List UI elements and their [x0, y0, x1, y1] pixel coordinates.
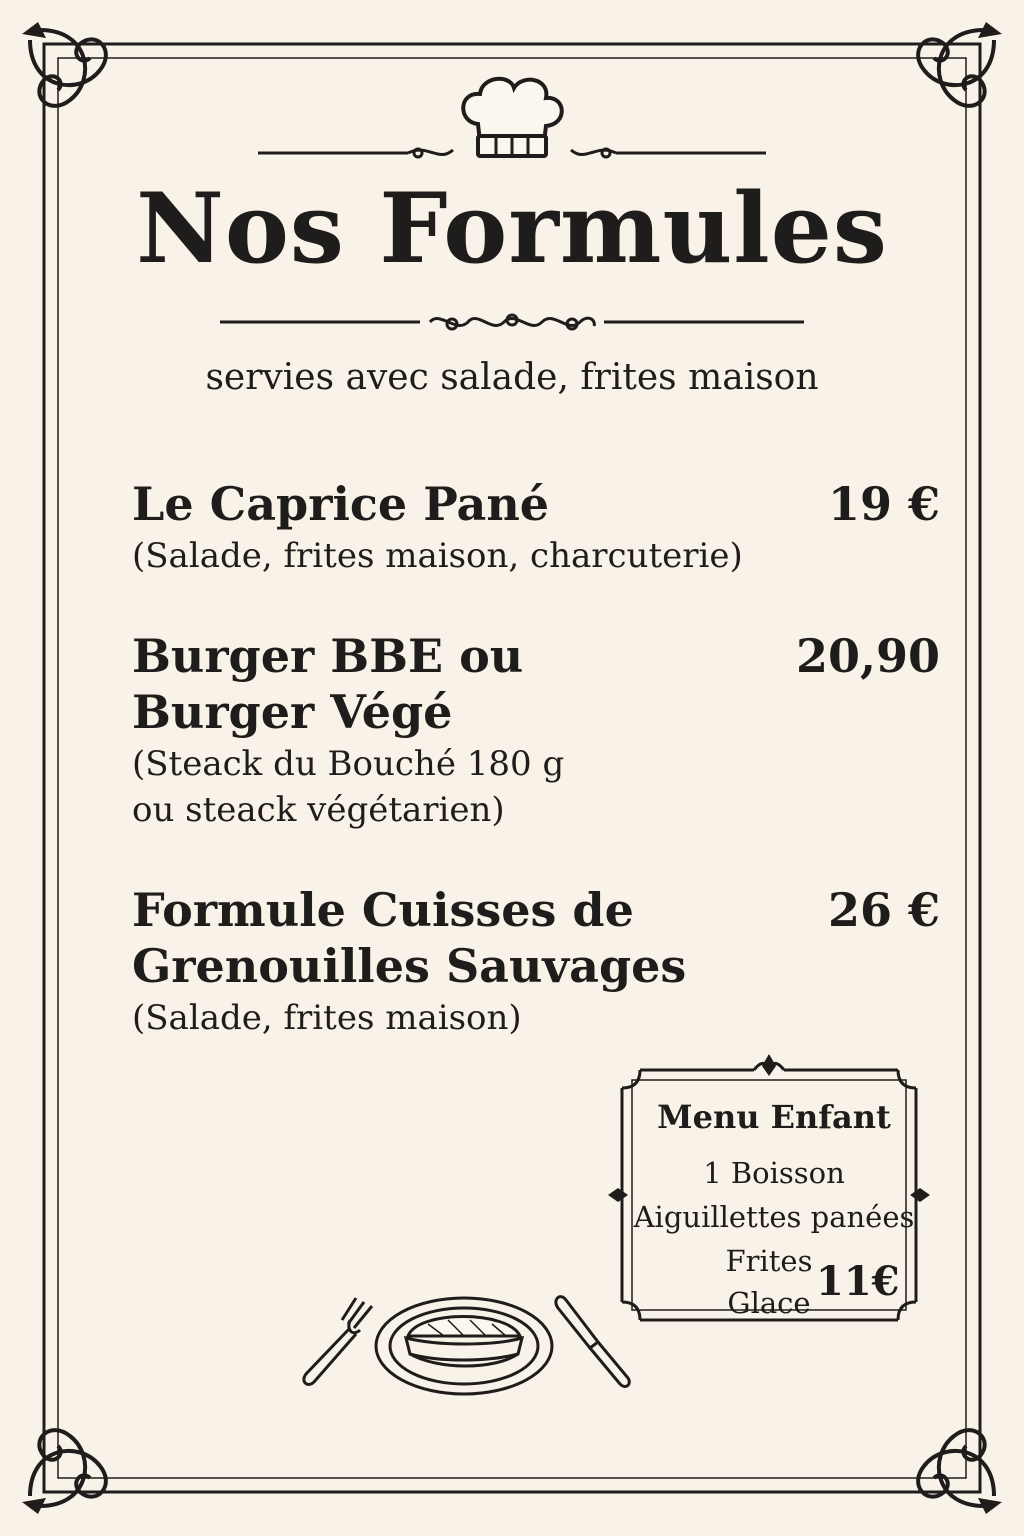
kids-menu-price: 11€ — [816, 1258, 900, 1305]
menu-item — [132, 882, 940, 1042]
menu-item — [132, 628, 940, 834]
plate-with-cutlery — [298, 1290, 632, 1402]
item-name: Le Caprice Pané — [132, 477, 550, 531]
item-name: Formule Cuisses de Grenouilles Sauvages — [132, 883, 687, 994]
hat-divider — [258, 138, 766, 168]
knife-icon — [556, 1297, 629, 1387]
kids-menu-item: Glace — [727, 1286, 811, 1320]
kids-menu-item: Frites — [725, 1244, 813, 1278]
kids-menu-title: Menu Enfant — [657, 1098, 891, 1136]
kids-menu-box — [604, 1052, 934, 1338]
ornamental-divider-icon — [220, 306, 804, 346]
menu-item — [132, 476, 940, 580]
fork-icon — [304, 1298, 372, 1384]
page-title: Nos Formules — [136, 172, 888, 285]
item-price: 20,90 — [795, 629, 940, 683]
kids-menu-item: Aiguillettes panées — [633, 1200, 915, 1234]
item-description: (Salade, frites maison, charcuterie) — [132, 536, 743, 577]
item-name: Burger BBE ou Burger Végé — [132, 629, 524, 740]
plate-sandwich-icon — [376, 1298, 552, 1394]
subtitle: servies avec salade, frites maison — [205, 357, 819, 398]
item-price: 26 € — [827, 883, 940, 937]
kids-menu-item: 1 Boisson — [703, 1156, 845, 1190]
item-description: (Steack du Bouché 180 g ou steack végétarien) — [132, 744, 565, 831]
item-price: 19 € — [827, 477, 940, 531]
item-description: (Salade, frites maison) — [132, 998, 522, 1039]
